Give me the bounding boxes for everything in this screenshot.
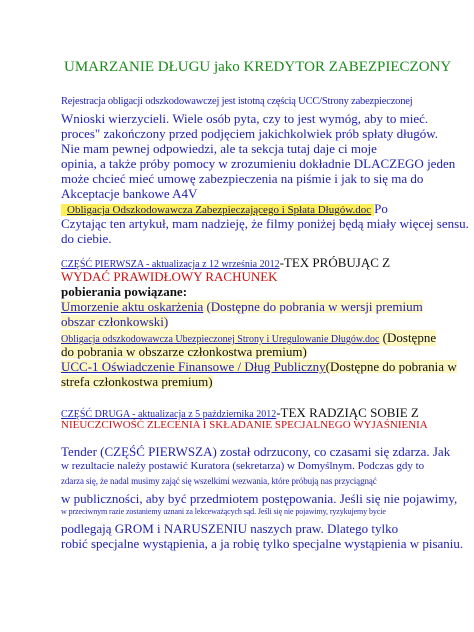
intro-line-1: Rejestracja obligacji odszkodowawczej jest istotną częścią UCC/Strony zabezpieczonej <box>61 96 413 107</box>
document-title: UMARZANIE DŁUGU jako KREDYTOR ZABEZPIECZONY <box>64 59 452 75</box>
part1-subheading: WYDAĆ PRAWIDŁOWY RACHUNEK <box>61 269 278 284</box>
part2-line-6: podlegają GROM i NARUSZENIU naszych praw. Dlatego tylko <box>61 521 399 536</box>
part1-heading-link[interactable]: CZĘŚĆ PIERWSZA - aktualizacja z 12 września 2012 <box>61 259 280 270</box>
part2-line-4: w publiczności, aby być przedmiotem postępowania. Jeśli się nie pojawimy, <box>61 491 458 506</box>
part1-download-3 <box>61 360 457 373</box>
part2-line-7: robić specjalne wystąpienia, a ja robię tylko specjalne wystąpienia w pisaniu. <box>61 536 464 551</box>
intro-line-7: Akceptacje bankowe A4V <box>61 186 198 201</box>
part1-download-3-line-2: strefa członkostwa premium) <box>61 374 213 389</box>
part2-line-5: w przeciwnym razie zostaniemy uznani za lekceważących sąd. Jeśli się nie pojawimy, ryzykujemy bycie <box>61 507 386 516</box>
part1-downloads-label: pobierania powiązane: <box>61 284 188 299</box>
intro-line-3: proces" zakończony przed podjęciem jakichkolwiek prób spłaty długów. <box>61 126 439 141</box>
intro-line-4: Nie mam pewnej odpowiedzi, ale ta sekcja tutaj daje ci moje <box>61 141 377 156</box>
part2-heading-tail: -TEX RADZIĄC SOBIE Z <box>276 405 419 420</box>
intro-line-10: do ciebie. <box>61 231 112 246</box>
download-link-indemnity-bond[interactable]: Obligacja odszkodowawcza Ubezpieczonej Strony i Uregulowanie Długów.doc <box>61 334 380 345</box>
download-1-note: (Dostępne do pobrania w wersji premium <box>203 299 423 314</box>
download-2-note: (Dostępne <box>379 330 437 345</box>
part1-download-1-line-2: obszar członkowski) <box>61 314 169 329</box>
intro-line-2: Wnioski wierzycieli. Wiele osób pyta, czy to jest wymóg, aby to mieć. <box>61 111 429 126</box>
part2-line-2: w rezultacie należy postawić Kuratora (sekretarza) w Domyślnym. Podczas gdy to <box>61 460 425 472</box>
intro-document-link[interactable]: Obligacja Odszkodowawcza Zabezpieczającego i Spłata Długów.doc <box>61 204 374 216</box>
part1-download-2-line-2: do pobrania w obszarze członkostwa premium) <box>61 344 307 359</box>
download-link-ucc1[interactable]: UCC-1 Oświadczenie Finansowe / Dług Publiczny <box>61 359 326 374</box>
part2-subheading: NIEUCZCIWOŚĆ ZLECENIA I SKŁADANIE SPECJALNEGO WYJAŚNIENIA <box>61 419 428 431</box>
intro-link-tail: Po <box>374 201 388 216</box>
intro-line-9: Czytając ten artykuł, mam nadzieję, że filmy poniżej będą miały więcej sensu. <box>61 216 469 231</box>
part2-heading-link[interactable]: CZĘŚĆ DRUGA - aktualizacja z 5 października 2012 <box>61 409 277 420</box>
intro-line-6: może chcieć mieć umowę zabezpieczenia na piśmie i jak to się ma do <box>61 171 424 186</box>
download-link-indictment[interactable]: Umorzenie aktu oskarżenia <box>61 299 204 314</box>
part1-heading-tail: -TEX PRÓBUJĄC Z <box>279 255 391 270</box>
intro-line-5: opinia, a także próby pomocy w zrozumieniu dokładnie DLACZEGO jeden <box>61 156 456 171</box>
part1-download-1 <box>61 300 423 313</box>
part2-line-1: Tender (CZĘŚĆ PIERWSZA) został odrzucony, co czasami się zdarza. Jak <box>61 444 451 459</box>
intro-link-line <box>61 202 388 216</box>
part2-line-3: zdarza się, że nadal musimy zająć się wszelkimi wezwania, które próbują nas przyciągnąć <box>61 476 377 486</box>
download-3-note: (Dostępne do pobrania w <box>325 359 457 374</box>
